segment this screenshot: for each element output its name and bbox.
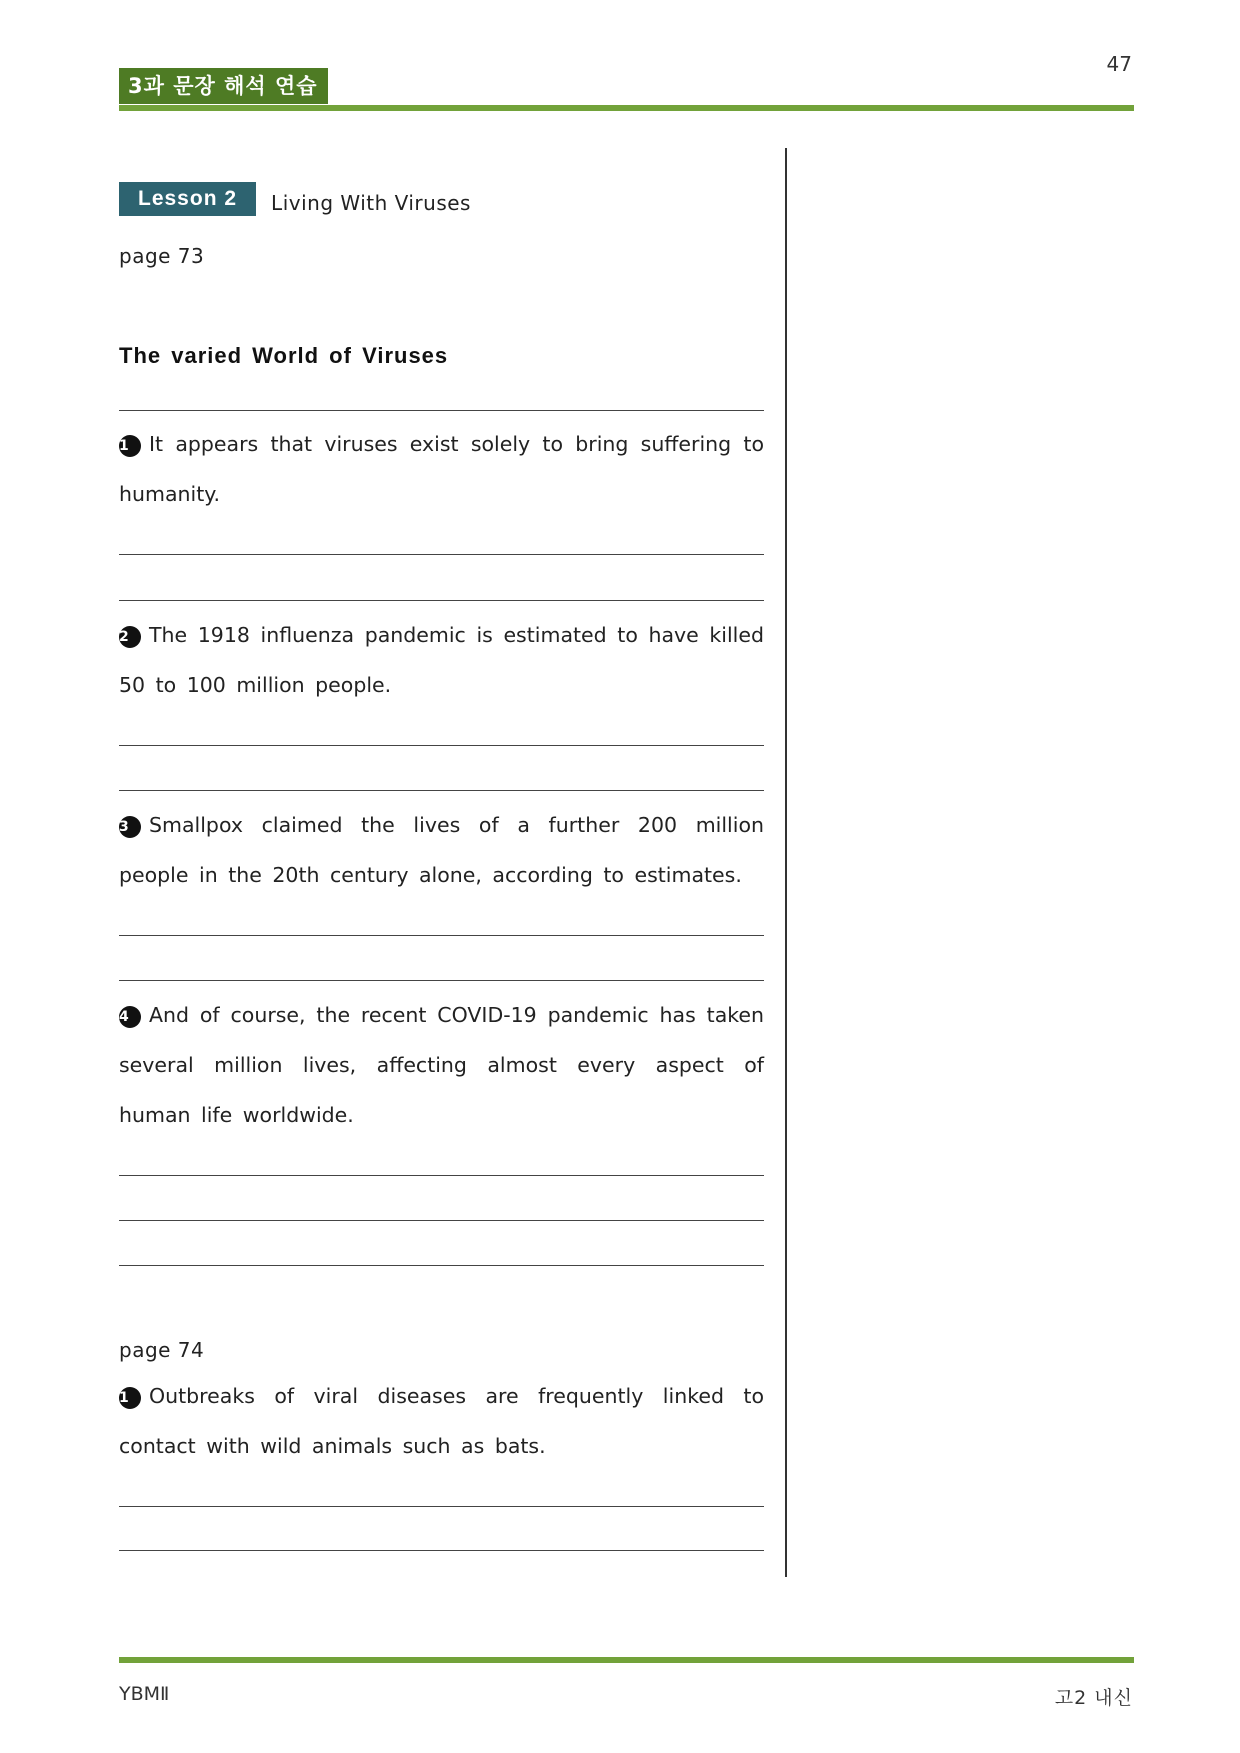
lesson-row [119, 182, 471, 216]
answer-line [119, 554, 764, 555]
header-rule [119, 105, 1134, 111]
sentence-4 [119, 990, 764, 1140]
answer-line [119, 935, 764, 936]
answer-line [119, 790, 764, 791]
sentence-text: The 1918 influenza pandemic is estimated to have killed 50 to 100 million people. [119, 623, 764, 697]
answer-line [119, 1265, 764, 1266]
answer-line [119, 1175, 764, 1176]
sentence-2 [119, 610, 764, 710]
chapter-badge: 3과 문장 해석 연습 [119, 68, 328, 104]
footer-publisher: YBMⅡ [119, 1683, 170, 1705]
number-marker-icon: 1 [119, 1387, 141, 1409]
answer-line [119, 600, 764, 601]
answer-line [119, 1220, 764, 1221]
sentence-text: It appears that viruses exist solely to bring suffering to humanity. [119, 432, 764, 506]
heading-rule [119, 410, 764, 411]
page-number: 47 [1106, 52, 1132, 76]
answer-line [119, 980, 764, 981]
answer-line [119, 1506, 764, 1507]
lesson-badge: Lesson 2 [119, 182, 256, 216]
answer-line [119, 745, 764, 746]
number-marker-icon: 1 [119, 435, 141, 457]
page-label-73: page 73 [119, 244, 205, 268]
sentence-1 [119, 419, 764, 519]
footer-grade: 고2 내신 [1054, 1687, 1133, 1709]
sentence-text: And of course, the recent COVID-19 pandemic has taken several million lives, affecting almost every aspect of human life worldwide. [119, 1003, 764, 1127]
answer-line [119, 1550, 764, 1551]
page-label-74: page 74 [119, 1338, 205, 1362]
sentence-5 [119, 1371, 764, 1471]
section-heading: The varied World of Viruses [119, 343, 449, 368]
lesson-title: Living With Viruses [271, 191, 471, 215]
sentence-text: Outbreaks of viral diseases are frequently linked to contact with wild animals such as bats. [119, 1384, 764, 1458]
number-marker-icon: 3 [119, 816, 141, 838]
number-marker-icon: 2 [119, 626, 141, 648]
number-marker-icon: 4 [119, 1006, 141, 1028]
column-divider [785, 148, 787, 1577]
footer-rule [119, 1657, 1134, 1663]
sentence-3 [119, 800, 764, 900]
sentence-text: Smallpox claimed the lives of a further 200 million people in the 20th century alone, according to estimates. [119, 813, 764, 887]
